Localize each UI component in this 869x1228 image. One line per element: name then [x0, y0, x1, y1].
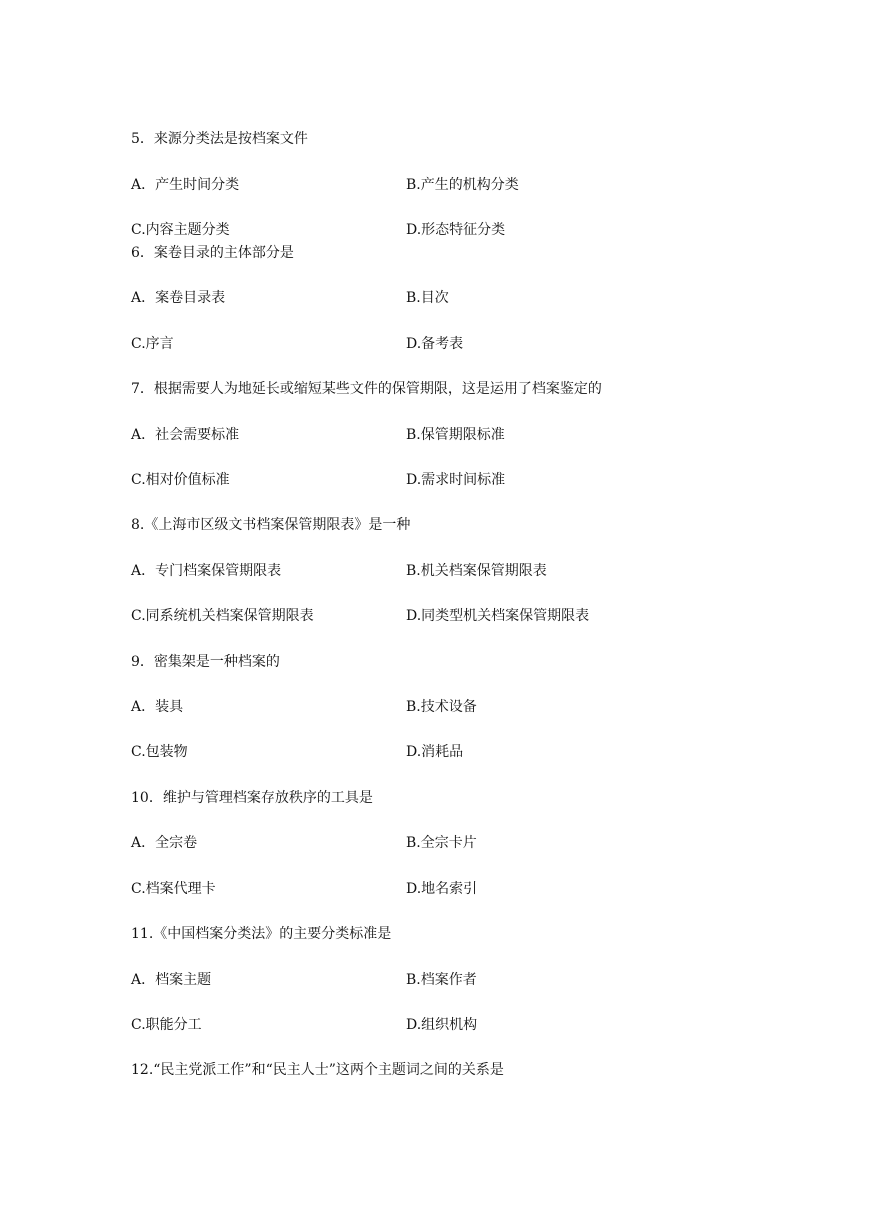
- question-6-option-b: B.目次: [406, 290, 449, 306]
- question-6-option-c: C.序言: [131, 336, 174, 352]
- question-11-option-a: A．档案主题: [131, 972, 212, 988]
- question-9-option-d: D.消耗品: [406, 744, 464, 760]
- question-9-stem: 9．密集架是一种档案的: [131, 654, 280, 670]
- question-10-stem: 10．维护与管理档案存放秩序的工具是: [131, 790, 373, 806]
- question-8-option-a: A．专门档案保管期限表: [131, 563, 282, 579]
- question-12-stem: 12.“民主党派工作”和“民主人士”这两个主题词之间的关系是: [131, 1062, 504, 1078]
- question-10-option-b: B.全宗卡片: [406, 835, 477, 851]
- question-6-stem: 6．案卷目录的主体部分是: [131, 245, 294, 261]
- question-11-stem: 11.《中国档案分类法》的主要分类标准是: [131, 926, 392, 942]
- question-7-option-b: B.保管期限标准: [406, 427, 505, 443]
- question-10-option-d: D.地名索引: [406, 881, 478, 897]
- question-7-option-c: C.相对价值标准: [131, 472, 230, 488]
- question-5-option-b: B.产生的机构分类: [406, 177, 519, 193]
- question-10-option-a: A．全宗卷: [131, 835, 198, 851]
- question-11-option-b: B.档案作者: [406, 972, 477, 988]
- question-5-option-d: D.形态特征分类: [406, 222, 506, 238]
- question-5-option-a: A．产生时间分类: [131, 177, 240, 193]
- question-9-option-b: B.技术设备: [406, 699, 477, 715]
- question-6-option-d: D.备考表: [406, 336, 464, 352]
- question-11-option-c: C.职能分工: [131, 1017, 202, 1033]
- question-8-option-b: B.机关档案保管期限表: [406, 563, 547, 579]
- question-10-option-c: C.档案代理卡: [131, 881, 216, 897]
- question-9-option-c: C.包装物: [131, 744, 188, 760]
- question-8-stem: 8.《上海市区级文书档案保管期限表》是一种: [131, 517, 411, 533]
- question-7-stem: 7．根据需要人为地延长或缩短某些文件的保管期限，这是运用了档案鉴定的: [131, 381, 602, 397]
- question-5-option-c: C.内容主题分类: [131, 222, 230, 238]
- question-7-option-a: A．社会需要标准: [131, 427, 240, 443]
- question-7-option-d: D.需求时间标准: [406, 472, 506, 488]
- question-8-option-d: D.同类型机关档案保管期限表: [406, 608, 590, 624]
- question-6-option-a: A．案卷目录表: [131, 290, 226, 306]
- question-8-option-c: C.同系统机关档案保管期限表: [131, 608, 314, 624]
- question-9-option-a: A．装具: [131, 699, 184, 715]
- question-11-option-d: D.组织机构: [406, 1017, 478, 1033]
- question-5-stem: 5．来源分类法是按档案文件: [131, 131, 308, 147]
